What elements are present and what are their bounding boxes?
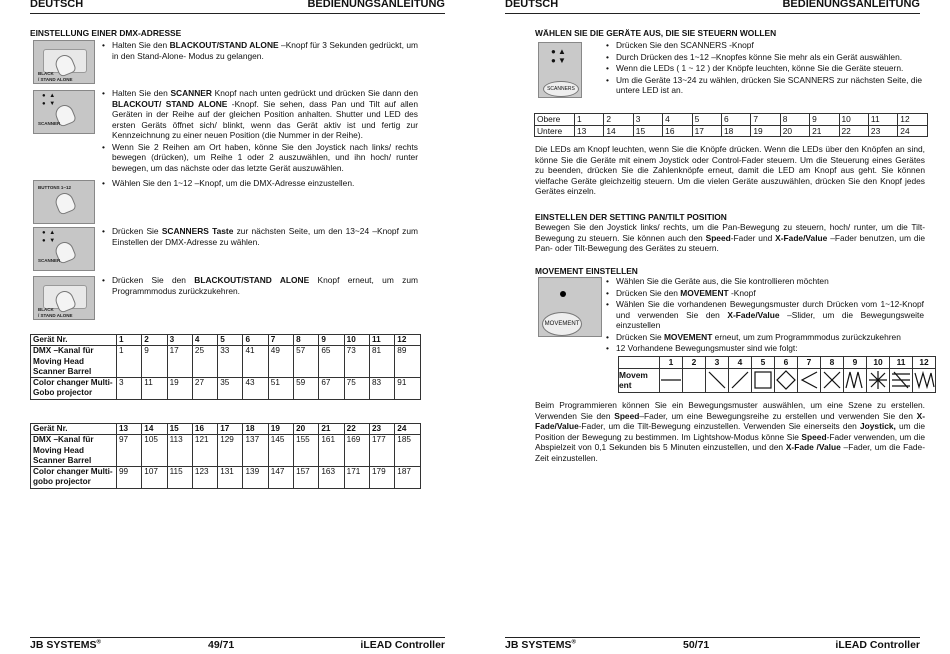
table-cell: 187 (395, 467, 420, 489)
column-header-number: 5 (218, 335, 243, 346)
pattern-cell (798, 368, 821, 392)
row-label: Untere (535, 125, 575, 137)
table-cell: 107 (142, 467, 167, 489)
table-cell: 5 (692, 114, 721, 126)
column-header-number: 16 (192, 424, 217, 435)
table-header-row (619, 357, 936, 369)
section-title-pan-tilt: EINSTELLEN DER SETTING PAN/TILT POSITION (535, 212, 727, 222)
table-cell: 139 (243, 467, 268, 489)
table-cell: 12 (898, 114, 927, 126)
scanners-icon-label: SCANNERS (543, 81, 579, 97)
column-header-number: 5 (752, 357, 775, 369)
column-header-number: 10 (344, 335, 369, 346)
table-cell: 21 (810, 125, 839, 137)
blackout-button-illustration-2 (33, 276, 95, 320)
table-cell: 20 (780, 125, 809, 137)
table-cell: 75 (344, 378, 369, 400)
table-cell: 131 (218, 467, 243, 489)
row-label: Color changer Multi-gobo projector (31, 467, 117, 489)
column-header-number: 6 (775, 357, 798, 369)
movement-list (604, 276, 924, 355)
column-header-number: 11 (890, 357, 913, 369)
instruction-item: • Wenn die LEDs ( 1 ~ 12 ) der Knöpfe leuchten, könne Sie die Geräte steuern. (604, 63, 922, 74)
instruction-item: • Drücken Sie SCANNERS Taste zur nächsten Seite, um den 13~24 –Knopf zum Einstellen der DMX-Adresse zu wählen. (100, 226, 418, 247)
column-header-number: 21 (319, 424, 344, 435)
table-cell: 1 (575, 114, 604, 126)
diamond-pattern-icon (775, 369, 797, 391)
table-cell: 163 (319, 467, 344, 489)
table-cell: 83 (369, 378, 394, 400)
table-cell: 3 (633, 114, 662, 126)
header-language: DEUTSCH (30, 0, 84, 11)
column-header-number: 4 (192, 335, 217, 346)
upper-lower-table (534, 113, 928, 137)
instruction-list-2 (100, 88, 418, 174)
pattern-row (619, 368, 936, 392)
scanner-button-illustration: ● ▲ ● ▼ SCANNER (33, 90, 95, 134)
table-cell: 73 (344, 346, 369, 378)
blackout-icon-caption-2: BLACK / STAND ALONE (38, 307, 73, 318)
table-cell: 9 (810, 114, 839, 126)
table-cell: 9 (142, 346, 167, 378)
pattern-cell (775, 368, 798, 392)
table-cell: 81 (369, 346, 394, 378)
table-row (31, 346, 421, 378)
pattern-cell (752, 368, 775, 392)
footer-product: iLEAD Controller (835, 638, 920, 651)
pattern-cell (890, 368, 913, 392)
section-title-select-devices: WÄHLEN SIE DIE GERÄTE AUS, DIE SIE STEUERN WOLLEN (535, 28, 777, 38)
table-cell: 179 (369, 467, 394, 489)
square-pattern-icon (752, 369, 774, 391)
column-header-number: 7 (798, 357, 821, 369)
table-row (31, 378, 421, 400)
instruction-list-4 (100, 226, 418, 248)
scanner-icon-caption-2: SCANNER (38, 258, 61, 263)
table-cell: 169 (344, 435, 369, 467)
column-header-number: 22 (344, 424, 369, 435)
row-label: Color changer Multi-Gobo projector (31, 378, 117, 400)
instruction-item: • Wählen Sie den 1~12 –Knopf, um die DMX-Adresse einzustellen. (100, 178, 418, 189)
table-cell: 11 (142, 378, 167, 400)
page-header (505, 0, 920, 14)
table-cell: 147 (268, 467, 293, 489)
table-cell: 137 (243, 435, 268, 467)
select-devices-list (604, 40, 922, 97)
instruction-item: • Wählen Sie die vorhandenen Bewegungsmuster durch Drücken vom 1~12-Knopf und verwenden Sie den X-Fade/Value –Slider, um die Bewegungsweite einzustellen (604, 299, 924, 331)
chevron-pattern-icon (798, 369, 820, 391)
table-cell: 43 (243, 378, 268, 400)
footer-page-number: 49/71 (208, 638, 235, 651)
header-language: DEUTSCH (505, 0, 559, 11)
pattern-cell (729, 368, 752, 392)
movement-icon-label: MOVEMENT (542, 312, 582, 336)
table-cell: 17 (692, 125, 721, 137)
table-header-row (31, 335, 421, 346)
pattern-cell (706, 368, 729, 392)
table-cell: 19 (751, 125, 780, 137)
column-header-number: 4 (729, 357, 752, 369)
column-header-number: 20 (294, 424, 319, 435)
diag-up-pattern-icon (729, 369, 751, 391)
table-cell: 19 (167, 378, 192, 400)
table-cell: 4 (663, 114, 692, 126)
triple-pattern-icon (890, 369, 912, 391)
column-header-number: 17 (218, 424, 243, 435)
table-cell: 155 (294, 435, 319, 467)
table-cell: 121 (192, 435, 217, 467)
table-cell: 23 (868, 125, 897, 137)
table-cell: 177 (369, 435, 394, 467)
column-header-device: Gerät Nr. (31, 424, 117, 435)
w-pattern-icon (913, 369, 935, 391)
instruction-list-1 (100, 40, 418, 62)
instruction-item: • Durch Drücken des 1~12 –Knopfes könne Sie mehr als ein Gerät auswählen. (604, 52, 922, 63)
table-cell: 97 (117, 435, 142, 467)
table-cell: 171 (344, 467, 369, 489)
zigzag-pattern-icon (844, 369, 866, 391)
table-cell: 1 (117, 346, 142, 378)
table-cell: 2 (604, 114, 633, 126)
row-label: Movem ent (619, 368, 660, 392)
column-header-device: Gerät Nr. (31, 335, 117, 346)
table-cell: 145 (268, 435, 293, 467)
table-cell: 25 (192, 346, 217, 378)
table-cell: 105 (142, 435, 167, 467)
movement-pattern-table (618, 356, 936, 393)
column-header-number: 14 (142, 424, 167, 435)
table-cell: 8 (780, 114, 809, 126)
instruction-item: • Drücken Sie den MOVEMENT -Knopf (604, 288, 924, 299)
column-header-number: 8 (294, 335, 319, 346)
x-pattern-icon (821, 369, 843, 391)
row-label: DMX –Kanal für Moving Head Scanner Barrel (31, 435, 117, 467)
page-footer-right (505, 637, 920, 652)
table-row (535, 125, 928, 137)
dmx-address-table-1 (30, 334, 421, 400)
column-header-number: 1 (117, 335, 142, 346)
instruction-item: • Drücken Sie den SCANNERS -Knopf (604, 40, 922, 51)
table-cell: 59 (294, 378, 319, 400)
column-header-number: 18 (243, 424, 268, 435)
pattern-cell (844, 368, 867, 392)
column-header-number: 13 (117, 424, 142, 435)
table-cell: 16 (663, 125, 692, 137)
table-cell: 41 (243, 346, 268, 378)
column-header-number: 23 (369, 424, 394, 435)
table-row (535, 114, 928, 126)
pattern-cell (867, 368, 890, 392)
pattern-cell (913, 368, 936, 392)
header-title: BEDIENUNGSANLEITUNG (307, 0, 445, 11)
column-header-number: 7 (268, 335, 293, 346)
table-row (31, 467, 421, 489)
table-cell: 17 (167, 346, 192, 378)
instruction-item: • Drücken Sie MOVEMENT erneut, um zum Programmmodus zurückzukehren (604, 332, 924, 343)
number-buttons-illustration (33, 180, 95, 224)
row-label: Obere (535, 114, 575, 126)
table-cell: 129 (218, 435, 243, 467)
table-cell: 115 (167, 467, 192, 489)
instruction-item: • Halten Sie den BLACKOUT/STAND ALONE –Knopf für 3 Sekunden gedrückt, um in den Stand-Alone- Modus zu gelangen. (100, 40, 418, 61)
table-cell: 35 (218, 378, 243, 400)
section-title-movement: MOVEMENT EINSTELLEN (535, 266, 638, 276)
none-pattern-icon (683, 369, 705, 391)
column-header-number: 11 (369, 335, 394, 346)
instruction-item: • Drücken Sie den BLACKOUT/STAND ALONE Knopf erneut, um zum Programmmodus zurückzukehren. (100, 275, 418, 296)
column-header-number: 8 (821, 357, 844, 369)
table-cell: 18 (721, 125, 750, 137)
instruction-item: • Halten Sie den SCANNER Knopf nach unten gedrückt und drücken Sie dann den BLACKOUT/ STAND ALONE -Knopf. Sie sehen, dass Pan und Tilt auf allen Geräten in der Reihe auf der gleichen Position anhalten. Shutter und LED des ersten Geräts öffnet sich/ blinkt, wenn das Gerät aktiv ist und fertig zur Kennzeichnung zu einer neuen Position (die Nummer in der Reihe). (100, 88, 418, 141)
table-cell: 123 (192, 467, 217, 489)
section-title-dmx-address: EINSTELLUNG EINER DMX-ADRESSE (30, 28, 182, 38)
blackout-button-illustration (33, 40, 95, 84)
instruction-item: • Wählen Sie die Geräte aus, die Sie kontrollieren möchten (604, 276, 924, 287)
empty-corner (619, 357, 660, 369)
header-title: BEDIENUNGSANLEITUNG (782, 0, 920, 11)
column-header-number: 12 (913, 357, 936, 369)
table-cell: 10 (839, 114, 868, 126)
column-header-number: 9 (844, 357, 867, 369)
footer-brand: JB SYSTEMS® (30, 638, 101, 651)
page-header (30, 0, 445, 14)
column-header-number: 10 (867, 357, 890, 369)
table-cell: 67 (319, 378, 344, 400)
scanner-icon-caption: SCANNER (38, 121, 61, 126)
footer-page-number: 50/71 (683, 638, 710, 651)
buttons-icon-caption: BUTTONS 1~12 (38, 185, 72, 190)
pattern-cell (683, 368, 706, 392)
column-header-number: 12 (395, 335, 420, 346)
table-header-row (31, 424, 421, 435)
instruction-list-5 (100, 275, 418, 297)
scanners-next-page-illustration: ● ▲ ● ▼ SCANNER (33, 227, 95, 271)
column-header-number: 2 (142, 335, 167, 346)
column-header-number: 9 (319, 335, 344, 346)
column-header-number: 6 (243, 335, 268, 346)
table-cell: 49 (268, 346, 293, 378)
pan-tilt-paragraph: Bewegen Sie den Joystick links/ rechts, um die Pan-Bewegung zu steuern, hoch/ runter, um die Tilt-Bewegung zu steuern. Sie können auch den Speed-Fader und X-Fade/Value –Fader benutzen, um die Pan- oder Tilt-Bewegung des Gerätes zu steuern. (535, 222, 925, 253)
table-cell: 22 (839, 125, 868, 137)
row-label: DMX –Kanal für Moving Head Scanner Barrel (31, 346, 117, 378)
column-header-number: 19 (268, 424, 293, 435)
diag-down-pattern-icon (706, 369, 728, 391)
hline-pattern-icon (660, 369, 682, 391)
leds-paragraph: Die LEDs am Knopf leuchten, wenn Sie die Knöpfe drücken. Wenn die LEDs über den Knöpfen an sind, könne Sie die Geräte mit einem Joystick oder Control-Fader steuern. Um die Steuerung eines Gerätes zu beenden, drücken Sie die Zahlenknöpfe erneut, damit die LED am Knopf aus geht. Sie können vielfache Geräte gleichzeitig steuern. Um die vielen Geräte auszuwählen, drücken Sie den Knopf jedes Gerätes einzeln. (535, 144, 925, 196)
table-cell: 91 (395, 378, 420, 400)
footer-product: iLEAD Controller (360, 638, 445, 651)
pattern-cell (660, 368, 683, 392)
table-cell: 7 (751, 114, 780, 126)
table-cell: 14 (604, 125, 633, 137)
instruction-item: • Wenn Sie 2 Reihen am Ort haben, könne Sie den Joystick nach links/ rechts bewegen (drücken), um Reihe 1 oder 2 auszuwählen, und ihn hoch/ runter bewegen, um das nächste oder das letzte Gerät auszuwählen. (100, 142, 418, 174)
column-header-number: 24 (395, 424, 420, 435)
table-cell: 6 (721, 114, 750, 126)
table-cell: 161 (319, 435, 344, 467)
table-cell: 99 (117, 467, 142, 489)
table-cell: 113 (167, 435, 192, 467)
column-header-number: 15 (167, 424, 192, 435)
page-footer (30, 637, 445, 652)
table-cell: 33 (218, 346, 243, 378)
table-cell: 57 (294, 346, 319, 378)
column-header-number: 3 (167, 335, 192, 346)
table-cell: 89 (395, 346, 420, 378)
programming-paragraph: Beim Programmieren können Sie ein Bewegungsmuster auswählen, um eine Szene zu erstellen. Verwenden Sie den Speed–Fader, um eine Bewegungsreihe zu erstellen und verwenden Sie den X-Fade/Value-Fader, um die Tilt-Bewegung einzustellen. Verwenden Sie einerseits den Joystick, um die Position der Bewegung zu bestimmen. Im Lightshow-Modus könne Sie Speed-Fader verwenden, um die Abspielzeit von 0,1 Sekunden bis 5 Minuten einzustellen, und den X-Fade /Value –Fader, um die Fade-Zeit einzustellen. (535, 400, 925, 463)
table-cell: 51 (268, 378, 293, 400)
table-cell: 3 (117, 378, 142, 400)
table-cell: 157 (294, 467, 319, 489)
column-header-number: 2 (683, 357, 706, 369)
footer-brand: JB SYSTEMS® (505, 638, 576, 651)
instruction-list-3 (100, 178, 418, 190)
star-pattern-icon (867, 369, 889, 391)
column-header-number: 1 (660, 357, 683, 369)
table-cell: 11 (868, 114, 897, 126)
table-cell: 13 (575, 125, 604, 137)
table-cell: 65 (319, 346, 344, 378)
table-cell: 24 (898, 125, 927, 137)
column-header-number: 3 (706, 357, 729, 369)
table-cell: 185 (395, 435, 420, 467)
table-cell: 27 (192, 378, 217, 400)
instruction-item: • Um die Geräte 13~24 zu wählen, drücken Sie SCANNERS zur nächsten Seite, die untere LED ist an. (604, 75, 922, 96)
table-cell: 15 (633, 125, 662, 137)
table-row (31, 435, 421, 467)
pattern-cell (821, 368, 844, 392)
scanners-button-illustration: ● ▲ ● ▼ SCANNERS (538, 42, 582, 98)
blackout-icon-caption: BLACK / STAND ALONE (38, 71, 73, 82)
instruction-item: • 12 Vorhandene Bewegungsmuster sind wie folgt: (604, 343, 924, 354)
movement-button-illustration (538, 277, 602, 337)
dmx-address-table-2 (30, 423, 421, 489)
